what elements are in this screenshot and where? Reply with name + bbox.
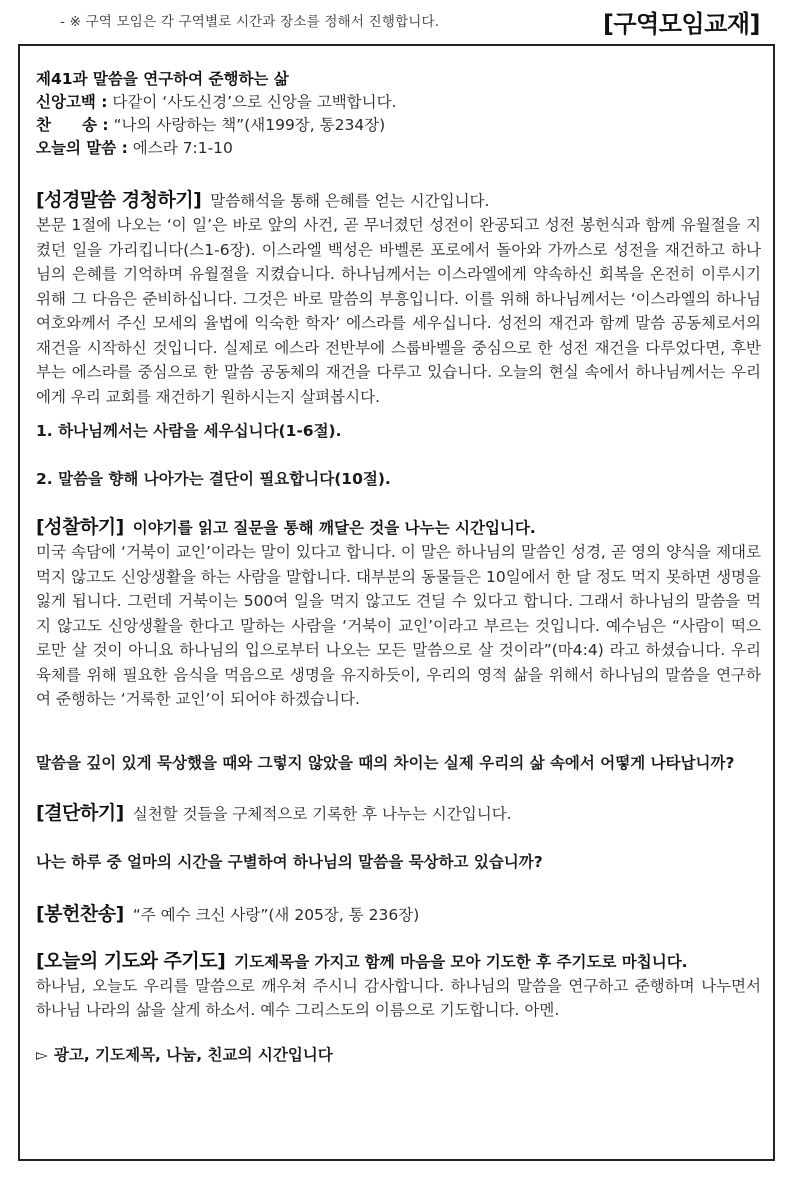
point-1: 1. 하나님께서는 사람을 세우십니다(1-6절). bbox=[36, 422, 342, 440]
header-title: [구역모임교재] bbox=[602, 10, 760, 38]
reflection-tag: [성찰하기] bbox=[36, 516, 124, 538]
prayer-tag: [오늘의 기도와 주기도] bbox=[36, 949, 226, 972]
prayer-heading bbox=[36, 949, 761, 974]
decision-question: 나는 하루 중 얼마의 시간을 구별하여 하나님의 말씀을 묵상하고 있습니까? bbox=[36, 852, 543, 871]
bible-study-heading bbox=[36, 188, 761, 213]
header-note: - ※ 구역 모임은 각 구역별로 시간과 장소를 정해서 진행합니다. bbox=[60, 14, 440, 30]
lesson-content bbox=[36, 68, 761, 1067]
reflection-question: 말씀을 깊이 있게 묵상했을 때와 그렇지 않았을 때의 차이는 실제 우리의 삶 속에서 어떻게 나타납니까? bbox=[36, 754, 735, 772]
offering-desc: “주 예수 크신 사랑”(새 205장, 통 236장) bbox=[132, 905, 420, 924]
point-2: 2. 말씀을 향해 나아가는 결단이 필요합니다(10절). bbox=[36, 470, 391, 488]
word-text: 에스라 7:1-10 bbox=[127, 139, 233, 157]
decision-tag: [결단하기] bbox=[36, 802, 124, 824]
bible-study-body: 본문 1절에 나오는 ‘이 일’은 바로 앞의 사건, 곧 무너졌던 성전이 완공되고 성전 봉헌식과 함께 유월절을 지켰던 일을 가리킵니다(스1-6장). 이스라엘 백성은 바벨론 포로에서 돌아와 가까스로 성전을 재건하고 하나님의 은혜를 기억하며 유월절을 지켰습니다. 하나님께서는 이스라엘에게 약속하신 회복을 온전히 이루시기 위해 그 다음은 준비하십니다. 그것은 바로 말씀의 부흥입니다. 이를 위해 하나님께서는 ‘이스라엘의 하나님 여호와께서 주신 모세의 율법에 익숙한 학자’ 에스라를 세우십니다. 성전의 재건과 함께 말씀 공동체로서의 재건을 시작하신 것입니다. 실제로 에스라 전반부에 스룹바벨을 중심으로 한 성전 재건을 다루었다면, 후반부는 에스라를 중심으로 한 말씀 공동체의 재건을 다루고 있습니다. 오늘의 현실 속에서 하나님께서는 우리에게 우리 교회를 재건하기 원하시는지 살펴봅시다. bbox=[36, 216, 761, 406]
creed-label: 신앙고백 : bbox=[36, 93, 108, 111]
offering-tag: [봉헌찬송] bbox=[36, 902, 124, 925]
bible-study-desc: 말씀해석을 통해 은혜를 얻는 시간입니다. bbox=[210, 192, 490, 210]
hymn-text: “나의 사랑하는 책”(새199장, 통234장) bbox=[108, 116, 386, 134]
lesson-frame bbox=[18, 44, 775, 1161]
decision-heading bbox=[36, 801, 761, 826]
lesson-title: 제41과 말씀을 연구하여 준행하는 삶 bbox=[36, 70, 289, 88]
triangle-bullet-icon: ▻ bbox=[36, 1045, 48, 1064]
decision-desc: 실천할 것들을 구체적으로 기록한 후 나누는 시간입니다. bbox=[132, 805, 512, 823]
reflection-heading bbox=[36, 515, 761, 540]
word-label: 오늘의 말씀 : bbox=[36, 139, 128, 157]
offering-heading bbox=[36, 902, 761, 927]
creed-line bbox=[36, 91, 761, 114]
closing-text: 광고, 기도제목, 나눔, 친교의 시간입니다 bbox=[53, 1045, 333, 1064]
hymn-line bbox=[36, 114, 761, 137]
reflection-body: 미국 속담에 ‘거북이 교인’이라는 말이 있다고 합니다. 이 말은 하나님의 말씀인 성경, 곧 영의 양식을 제대로 먹지 않고도 신앙생활을 하는 사람을 말합니다. 대부분의 동물들은 10일에서 한 달 정도 먹지 못하면 생명을 잃게 됩니다. 그런데 거북이는 500여 일을 먹지 않고도 견딜 수 있다고 합니다. 그래서 하나님의 말씀을 먹지 않고도 신앙생활을 한다고 말하는 사람을 ‘거북이 교인’이라고 부르는 것입니다. 예수님은 “사람이 떡으로만 살 것이 아니요 하나님의 입으로부터 나오는 모든 말씀으로 살 것이라”(마4:4) 라고 하셨습니다. 우리 육체를 위해 필요한 음식을 먹음으로 생명을 유지하듯이, 우리의 영적 삶을 위해서 하나님의 말씀을 연구하여 준행하는 ‘거룩한 교인’이 되어야 하겠습니다. bbox=[36, 543, 761, 708]
reflection-desc: 이야기를 읽고 질문을 통해 깨달은 것을 나누는 시간입니다. bbox=[132, 519, 536, 537]
page-header bbox=[0, 0, 800, 44]
hymn-label: 찬 송 : bbox=[36, 116, 109, 134]
intro-block bbox=[36, 68, 761, 160]
bible-study-tag: [성경말씀 경청하기] bbox=[36, 189, 202, 211]
creed-text: 다같이 ‘사도신경’으로 신앙을 고백합니다. bbox=[107, 93, 397, 111]
prayer-desc: 기도제목을 가지고 함께 마음을 모아 기도한 후 주기도로 마칩니다. bbox=[234, 952, 688, 971]
word-line bbox=[36, 137, 761, 160]
closing-line bbox=[36, 1043, 761, 1067]
prayer-body: 하나님, 오늘도 우리를 말씀으로 깨우쳐 주시니 감사합니다. 하나님의 말씀을 연구하고 준행하며 나누면서 하나님 나라의 삶을 살게 하소서. 예수 그리스도의 이름으로 기도합니다. 아멘. bbox=[36, 976, 761, 1019]
